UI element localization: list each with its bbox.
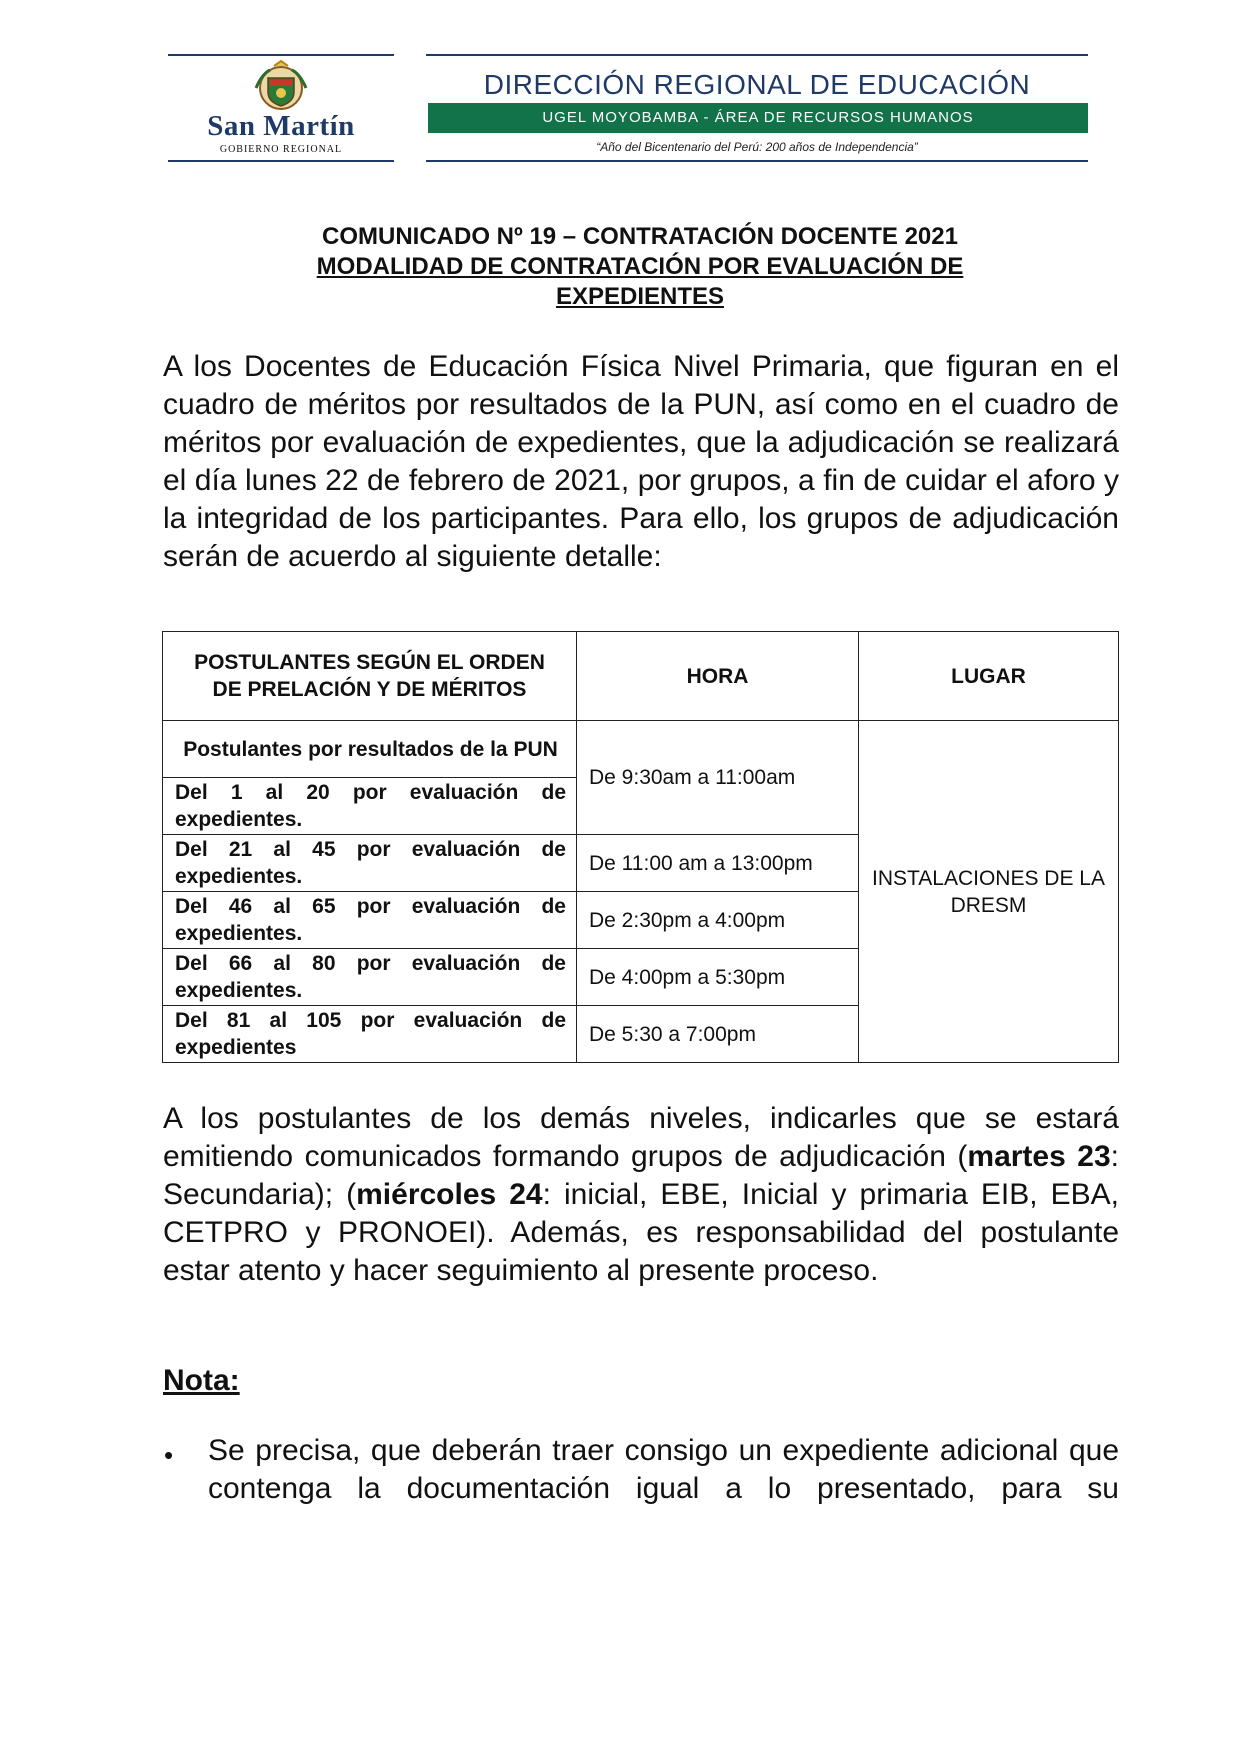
emphasis-date: martes 23 — [967, 1140, 1111, 1173]
time-cell: De 4:00pm a 5:30pm — [577, 949, 859, 1006]
group-cell: Del 1 al 20 por evaluación de expedientes. — [163, 778, 577, 835]
paragraph-text: : Secundaria); ( — [163, 1140, 1119, 1211]
title-line-2: MODALIDAD DE CONTRATACIÓN POR EVALUACIÓN DE — [316, 253, 964, 280]
logo-top-rule — [168, 54, 394, 56]
time-cell: De 11:00 am a 13:00pm — [577, 835, 859, 892]
note-heading: Nota: — [163, 1364, 240, 1397]
regional-government-logo — [168, 52, 394, 162]
group-cell: Postulantes por resultados de la PUN — [163, 721, 577, 778]
header-place: LUGAR — [859, 632, 1119, 721]
table-row — [163, 721, 1119, 778]
organization-title: DIRECCIÓN REGIONAL DE EDUCACIÓN — [483, 69, 1031, 100]
note-bullet-text: Se precisa, que deberán traer consigo un expediente adicional que contenga la documentación igual a lo presentado, para su — [208, 1434, 1119, 1505]
time-cell: De 5:30 a 7:00pm — [577, 1006, 859, 1063]
place-cell: INSTALACIONES DE LA DRESM — [859, 721, 1119, 1063]
banner-bottom-rule — [426, 160, 1088, 162]
group-cell: Del 46 al 65 por evaluación de expedientes. — [163, 892, 577, 949]
group-cell: Del 66 al 80 por evaluación de expedientes. — [163, 949, 577, 1006]
group-cell: Del 81 al 105 por evaluación de expedientes — [163, 1006, 577, 1063]
year-motto: “Año del Bicentenario del Perú: 200 años de Independencia” — [596, 140, 918, 154]
title-line-3: EXPEDIENTES — [555, 283, 725, 310]
time-cell: De 2:30pm a 4:00pm — [577, 892, 859, 949]
schedule-table — [162, 631, 1119, 1063]
document-title — [160, 222, 1120, 312]
bullet-dot-icon: • — [164, 1440, 174, 1470]
paragraph-text: : inicial, EBE, Inicial y primaria EIB, EBA, CETPRO y PRONOEI). Además, es responsabilidad del postulante estar atento y hacer seguimiento al presente proceso. — [163, 1178, 1119, 1287]
group-cell: Del 21 al 45 por evaluación de expedientes. — [163, 835, 577, 892]
title-line-1: COMUNICADO Nº 19 – CONTRATACIÓN DOCENTE 2021 — [322, 223, 958, 250]
emphasis-date: miércoles 24 — [356, 1178, 543, 1211]
logo-bottom-rule — [168, 160, 394, 162]
banner-top-rule — [426, 54, 1088, 56]
header-group: POSTULANTES SEGÚN EL ORDEN DE PRELACIÓN Y DE MÉRITOS — [163, 632, 577, 721]
table-header-row — [163, 632, 1119, 721]
logo-name: San Martín — [207, 110, 355, 142]
organization-banner — [426, 52, 1088, 162]
logo-subtitle: GOBIERNO REGIONAL — [219, 144, 343, 155]
organization-unit-band: UGEL MOYOBAMBA - ÁREA DE RECURSOS HUMANOS — [428, 103, 1088, 133]
other-levels-paragraph — [163, 1100, 1119, 1290]
regional-coat-of-arms-icon — [248, 60, 314, 116]
paragraph-text: A los postulantes de los demás niveles, indicarles que se estará emitiendo comunicados formando grupos de adjudicación ( — [163, 1102, 1119, 1173]
time-cell: De 9:30am a 11:00am — [577, 721, 859, 835]
intro-paragraph: A los Docentes de Educación Física Nivel Primaria, que figuran en el cuadro de méritos por resultados de la PUN, así como en el cuadro de méritos por evaluación de expedientes, que la adjudicación se realizará el día lunes 22 de febrero de 2021, por grupos, a fin de cuidar el aforo y la integridad de los participantes. Para ello, los grupos de adjudicación serán de acuerdo al siguiente detalle: — [163, 350, 1119, 573]
header-time: HORA — [577, 632, 859, 721]
